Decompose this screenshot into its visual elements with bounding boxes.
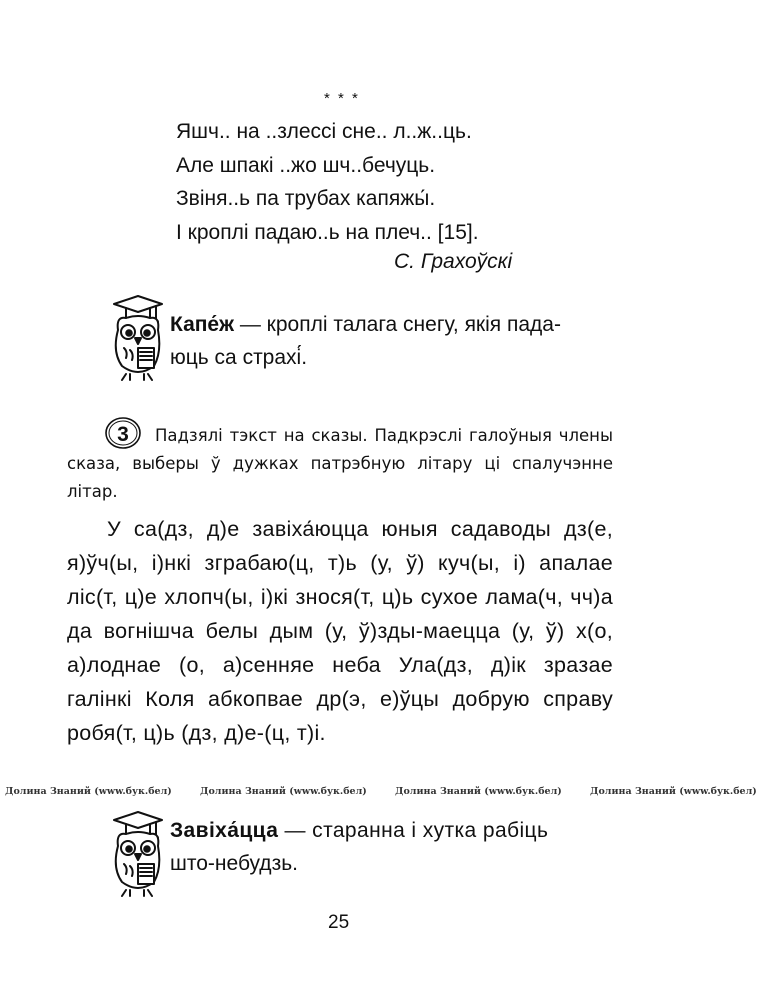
watermark: Долина Знаний (www.бук.бел): [395, 786, 562, 797]
watermark: Долина Знаний (www.бук.бел): [200, 786, 367, 797]
note-definition: — кроплі талага снегу, якія пада-: [234, 313, 561, 336]
poem: [176, 115, 479, 249]
vocabulary-note: [170, 814, 610, 880]
poem-line: Звіня..ь па трубах капяжы́.: [176, 187, 436, 210]
note-definition-continued: што-небудзь.: [170, 852, 298, 875]
watermark-strip: [0, 786, 757, 802]
watermark: Долина Знаний (www.бук.бел): [590, 786, 757, 797]
poem-line: Але шпакі ..жо шч..бечуць.: [176, 153, 436, 177]
owl-scholar-icon: [104, 290, 166, 382]
note-definition-continued: юць са страхі́.: [170, 346, 308, 369]
owl-scholar-icon: [104, 806, 166, 898]
task-instruction: Падзялі тэкст на сказы. Падкрэслі галоўныя члены сказа, выберы ў дужках патрэбную літару ці спалучэнне літар.: [67, 426, 613, 501]
note-definition: — старанна і хутка рабіць: [278, 819, 549, 842]
poem-separator: * * *: [324, 90, 360, 107]
watermark: Долина Знаний (www.бук.бел): [5, 786, 172, 797]
poem-line: І кроплі падаю..ь на плеч.. [15].: [176, 220, 479, 244]
task-number: 3: [117, 423, 129, 446]
note-term: Капе́ж: [170, 313, 235, 336]
task-text: У са(дз, д)е завіха́юцца юныя садаводы дз(е, я)ўч(ы, і)нкі зграбаю(ц, т)ь (у, ў) куч(ы, і) апалае ліс(т, ц)е хлопч(ы, і)кі знося(т, ц)ь сухое лама(ч, чч)а да вогнішча белы дым (у, ў)зды-маецца (у, ў) х(о, а)лоднае (о, а)сенняе неба Ула(дз, д)ік зразае галінкі Коля абкопвае др(э, е)ўцы добрую справу робя(т, ц)ь (дз, д)е-(ц, т)і.: [67, 517, 613, 745]
page-number: 25: [328, 912, 350, 933]
note-term: Завіха́цца: [170, 819, 279, 842]
poem-line: Яшч.. на ..злессі сне.. л..ж..ць.: [176, 120, 472, 143]
vocabulary-note: [170, 308, 610, 374]
poem-author: С. Грахоўскі: [394, 250, 513, 273]
